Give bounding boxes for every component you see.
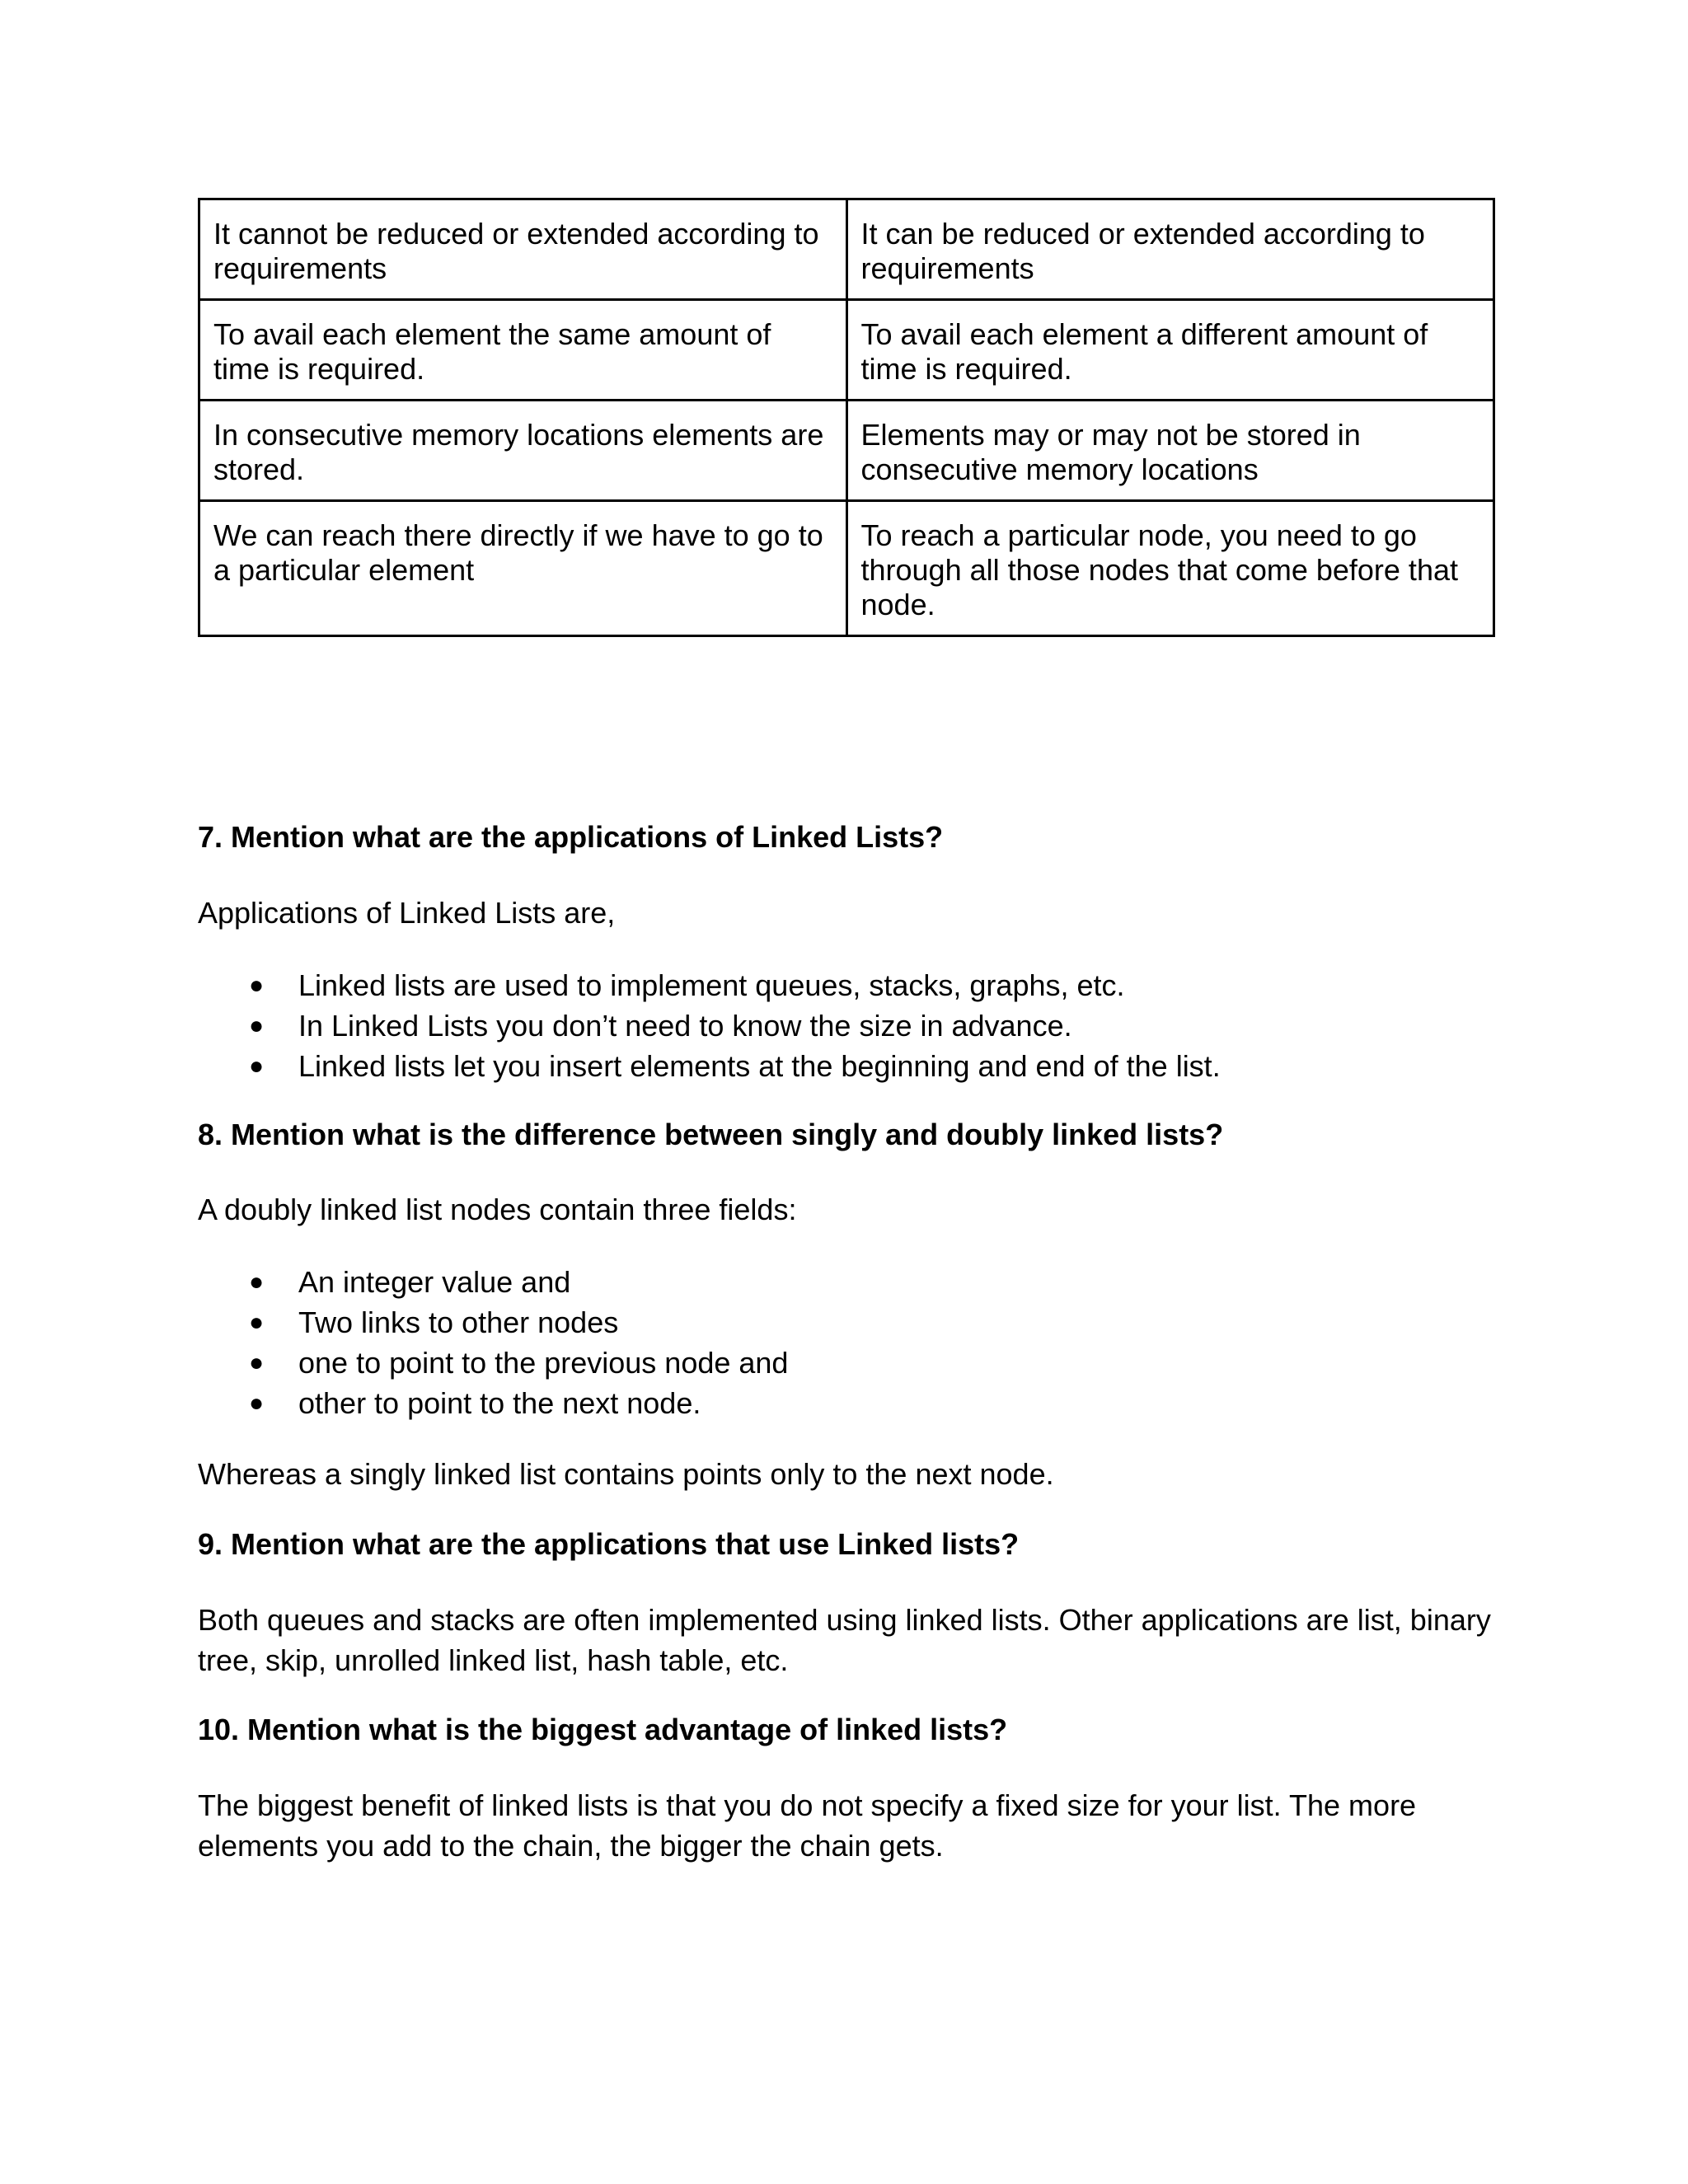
question-7-heading-block [198, 820, 1495, 855]
table-cell-left: It cannot be reduced or extended according to requirements [199, 199, 847, 300]
question-8-heading-block [198, 1118, 1495, 1152]
list-item-text: Two links to other nodes [298, 1305, 619, 1339]
question-10-answer-block [198, 1785, 1495, 1866]
table-cell-left: We can reach there directly if we have to go to a particular element [199, 501, 847, 636]
question-8-heading: 8. Mention what is the difference between singly and doubly linked lists? [198, 1118, 1224, 1151]
question-9-answer-block [198, 1600, 1495, 1680]
question-8-bullet-list [198, 1262, 1495, 1423]
question-8-intro: A doubly linked list nodes contain three fields: [198, 1193, 797, 1226]
bullet-icon: ● [249, 1268, 265, 1296]
bullet-icon: ● [249, 1390, 265, 1417]
list-item [198, 1046, 1495, 1086]
list-item [198, 1302, 1495, 1343]
list-item [198, 1005, 1495, 1046]
question-8-intro-block [198, 1189, 1495, 1230]
table-cell-left: In consecutive memory locations elements are stored. [199, 401, 847, 501]
bullet-icon: ● [249, 1052, 265, 1080]
question-9-answer: Both queues and stacks are often implemented using linked lists. Other applications are list, binary tree, skip, unrolled linked list, hash table, etc. [198, 1603, 1491, 1677]
bullet-icon: ● [249, 1012, 265, 1039]
comparison-table-container [198, 198, 1495, 637]
question-10-answer: The biggest benefit of linked lists is that you do not specify a fixed size for your list. The more elements you add to the chain, the bigger the chain gets. [198, 1788, 1417, 1863]
table-row [199, 199, 1494, 300]
list-item-text: Linked lists are used to implement queues, stacks, graphs, etc. [298, 968, 1125, 1002]
table-cell-right: It can be reduced or extended according to requirements [846, 199, 1494, 300]
list-item-text: Linked lists let you insert elements at the beginning and end of the list. [298, 1049, 1221, 1083]
question-8-outro: Whereas a singly linked list contains points only to the next node. [198, 1457, 1054, 1491]
question-8-outro-block [198, 1454, 1495, 1494]
question-9-heading: 9. Mention what are the applications that use Linked lists? [198, 1527, 1020, 1561]
question-7-bullet-list [198, 965, 1495, 1086]
table-row [199, 501, 1494, 636]
table-row [199, 401, 1494, 501]
list-item [198, 1383, 1495, 1423]
question-9-heading-block [198, 1527, 1495, 1562]
table-cell-right: To reach a particular node, you need to go through all those nodes that come before that node. [846, 501, 1494, 636]
list-item-text: one to point to the previous node and [298, 1346, 789, 1380]
table-cell-left: To avail each element the same amount of time is required. [199, 300, 847, 401]
comparison-table [198, 198, 1495, 637]
question-7-intro-block [198, 893, 1495, 933]
table-cell-right: Elements may or may not be stored in consecutive memory locations [846, 401, 1494, 501]
question-7-intro: Applications of Linked Lists are, [198, 896, 616, 930]
list-item-text: In Linked Lists you don’t need to know the size in advance. [298, 1009, 1072, 1043]
bullet-icon: ● [249, 972, 265, 999]
list-item [198, 1343, 1495, 1383]
table-row [199, 300, 1494, 401]
list-item [198, 965, 1495, 1005]
list-item-text: other to point to the next node. [298, 1386, 701, 1420]
question-7-heading: 7. Mention what are the applications of Linked Lists? [198, 820, 944, 854]
bullet-icon: ● [249, 1309, 265, 1336]
question-10-heading-block [198, 1713, 1495, 1747]
bullet-icon: ● [249, 1349, 265, 1376]
list-item-text: An integer value and [298, 1265, 571, 1299]
table-cell-right: To avail each element a different amount of time is required. [846, 300, 1494, 401]
list-item [198, 1262, 1495, 1302]
question-10-heading: 10. Mention what is the biggest advantage of linked lists? [198, 1713, 1008, 1746]
